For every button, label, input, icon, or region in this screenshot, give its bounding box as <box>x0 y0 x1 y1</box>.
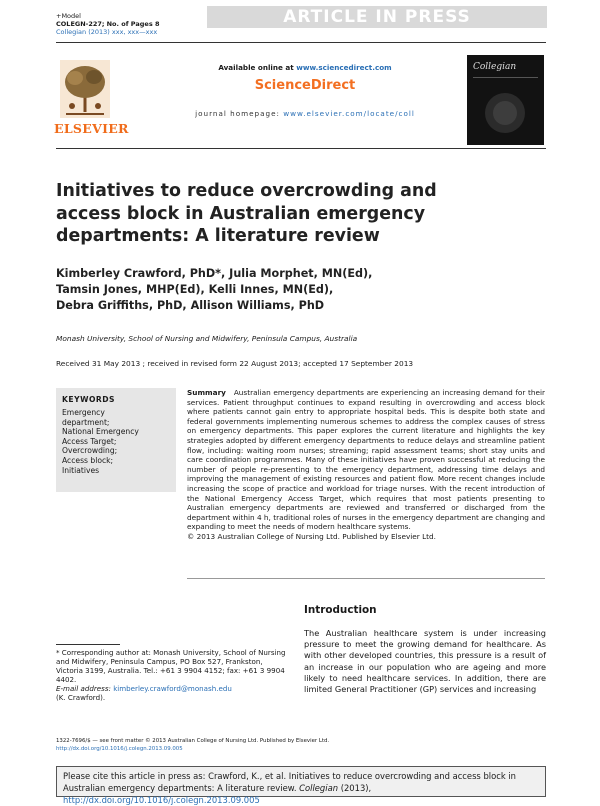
corresponding-author-note: * Corresponding author at: Monash University, School of Nursing and Midwifery, Peninsula Campus, PO Box 527, Frankston, Victoria 3199, Australia. Tel.: +61 3 9904 4152; fax: +61 3 9904 4402. <box>56 648 286 685</box>
received-dates: Received 31 May 2013 ; received in revised form 22 August 2013; accepted 17 September 2013 <box>56 359 414 368</box>
citation-text: Please cite this article in press as: Crawford, K., et al. Initiatives to reduce overcrowding and access block in Australian emergency departments: A literature review. <box>63 771 516 793</box>
author-line: Kimberley Crawford, PhD*, Julia Morphet, MN(Ed), <box>56 267 373 280</box>
footnote-rule <box>56 644 120 645</box>
author-line: Debra Griffiths, PhD, Allison Williams, PhD <box>56 298 325 312</box>
citation-box <box>56 766 546 805</box>
keyword-item: Emergency <box>62 408 105 417</box>
article-title: Initiatives to reduce overcrowding and access block in Australian emergency departments: A literature review <box>56 181 437 246</box>
keywords-heading: KEYWORDS <box>62 395 116 404</box>
citation-doi-link[interactable]: http://dx.doi.org/10.1016/j.colegn.2013.09.005 <box>63 795 260 805</box>
keyword-item: Access Target; <box>62 436 117 446</box>
keywords-list <box>62 408 139 475</box>
footnote <box>56 648 286 703</box>
email-label: E-mail address: <box>56 684 111 694</box>
available-online-label: Available online at <box>218 63 294 72</box>
journal-homepage-link[interactable]: www.elsevier.com/locate/coll <box>283 109 415 119</box>
author-list <box>56 266 476 313</box>
issn-block <box>56 738 356 754</box>
sciencedirect-link[interactable]: www.sciencedirect.com <box>296 63 392 72</box>
running-header <box>56 12 160 36</box>
keyword-item: National Emergency <box>62 427 139 437</box>
journal-cover <box>467 55 544 145</box>
citation-journal: Collegian <box>299 783 339 793</box>
keyword-item: department; <box>62 417 110 427</box>
cover-title: Collegian <box>473 62 517 72</box>
email-owner: (K. Crawford). <box>56 693 106 703</box>
author-line: Tamsin Jones, MHP(Ed), Kelli Innes, MN(Ed), <box>56 282 334 296</box>
journal-reference[interactable]: Collegian (2013) xxx, xxx—xxx <box>56 28 158 36</box>
summary-label: Summary <box>187 388 226 397</box>
keyword-item: Overcrowding; <box>62 446 118 456</box>
copyright-line: © 2013 Australian College of Nursing Ltd. Published by Elsevier Ltd. <box>187 531 436 541</box>
abstract-rule <box>187 578 545 579</box>
sciencedirect-brand: ScienceDirect <box>254 78 356 94</box>
header-rule <box>56 42 546 43</box>
keyword-item: Initiatives <box>62 465 100 475</box>
summary-text: Australian emergency departments are experiencing an increasing demand for their services. Patient throughput continues to expand resulting in overcrowding and access block where patients cannot gain entry to appropriate hospital beds. This is despite both state and federal governments implementing numerous schemes to address the complex causes of stress on emergency departments. This paper explores the current literature and highlights the key strategies adopted by different emergency departments to reduce delays and streamline patient flow, including: waiting room nurses; streaming; rapid assessment teams; short stay units and care coordination programmes. Many of these initiatives have proven successful at reducing the number of people re-presenting to the emergency department, addressing time delays and improving the management of existing resources and patient flow. More recent changes include increasing the scope of practice and workload for triage nurses. With the recent introduction of the National Emergency Access Target, which requires that most patients presenting to Australian emergency departments are reviewed and transferred or discharged from the department within 4 h, traditional roles of nurses in the emergency department are changing and expanding to meet the needs of modern healthcare systems. <box>187 388 545 532</box>
homepage-label: journal homepage: <box>195 109 280 119</box>
email-link[interactable]: kimberley.crawford@monash.edu <box>113 684 232 694</box>
doi-link[interactable]: http://dx.doi.org/10.1016/j.colegn.2013.09.005 <box>56 745 183 752</box>
keywords-box <box>56 388 176 492</box>
introduction-text: The Australian healthcare system is under increasing pressure to meet the growing demand for healthcare. As with other developed countries, this pressure is a result of an increase in our population who are ageing and more likely to need healthcare services. In addition, there are limited General Practitioner (GP) services and increasing <box>304 628 546 695</box>
masthead <box>120 63 490 119</box>
model-label: +Model <box>56 12 81 20</box>
page-count: No. of Pages 8 <box>106 20 160 28</box>
article-code: COLEGN-227; <box>56 20 105 28</box>
affiliation: Monash University, School of Nursing and Midwifery, Peninsula Campus, Australia <box>56 334 358 343</box>
masthead-rule <box>56 148 546 149</box>
introduction-heading: Introduction <box>304 604 377 616</box>
article-in-press-banner: ARTICLE IN PRESS <box>207 6 547 28</box>
citation-year: (2013), <box>340 783 372 793</box>
issn-line: 1322-7696/$ — see front matter © 2013 Australian College of Nursing Ltd. Published by Elsevier Ltd. <box>56 738 330 744</box>
keyword-item: Access block; <box>62 455 114 465</box>
elsevier-tree-logo <box>60 60 110 118</box>
abstract <box>187 388 545 542</box>
elsevier-logo: ELSEVIER <box>54 121 129 136</box>
